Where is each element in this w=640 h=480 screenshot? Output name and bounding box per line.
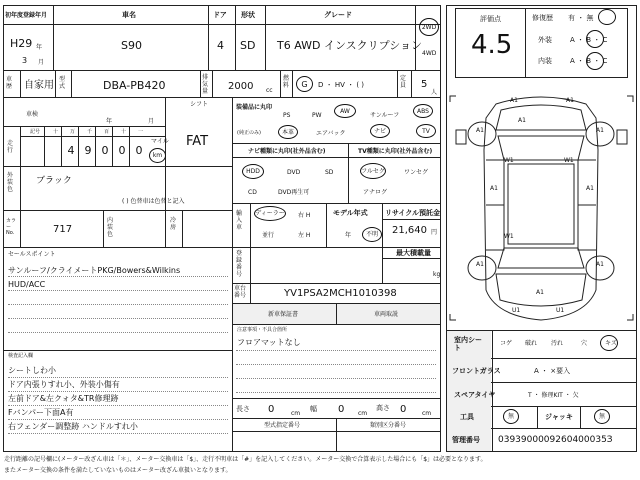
fuel-options: D ・ HV ・ ( ): [318, 81, 365, 89]
reg-era-year: H29: [10, 37, 33, 50]
navi-sd: SD: [325, 169, 334, 176]
spare-label: スペアタイヤ: [454, 391, 496, 399]
front-glass-label: フロントガラス: [452, 367, 501, 375]
use-value: 自家用: [24, 80, 54, 91]
recycle-yen: 円: [431, 229, 438, 236]
seat-item: 破れ: [525, 340, 538, 347]
equipment-item-circled: 本革: [278, 125, 298, 139]
recycle-value: 21,640: [392, 225, 427, 236]
equipment-item-circled: ABS: [413, 104, 433, 118]
exterior-scale: A ・ B ・ C: [570, 36, 608, 44]
shape-label: 形状: [241, 11, 255, 19]
load-unit: kg: [433, 271, 441, 278]
equipment-sub: (純正のみ): [237, 130, 261, 136]
vehicle-manual: 車両取説: [374, 311, 399, 318]
jack-label: ジャッキ: [545, 413, 573, 421]
length-unit: cm: [291, 410, 301, 417]
import-dealer-circled: ディーラー: [254, 206, 286, 221]
equipment-item: PW: [312, 112, 322, 119]
car-name-label: 車名: [122, 11, 136, 19]
mark-a1-fender-left: A1: [476, 127, 484, 134]
car-name: S90: [121, 39, 142, 52]
shape: SD: [240, 39, 256, 52]
tv-oneseg: ワンセグ: [404, 169, 429, 176]
inspector-line: ドア内張りすれ小、外装小傷有: [8, 380, 120, 389]
exterior-b-circle: [586, 30, 604, 48]
mark-w1-right: W1: [564, 157, 574, 164]
door-label: ドア: [213, 11, 227, 19]
spare-value: T ・ 修理KIT ・ 欠: [528, 392, 579, 399]
width-value: 0: [338, 404, 345, 415]
recycle-label: リサイクル預託金: [385, 209, 441, 217]
damage-diagram: [446, 90, 637, 326]
exterior-label: 外装: [538, 36, 552, 44]
seat-item: 穴: [581, 340, 588, 347]
front-glass-value: A ・ ×要入: [534, 367, 571, 375]
new-car-warranty: 新車保証書: [268, 311, 299, 318]
equipment-item: サンルーフ: [370, 112, 400, 119]
sales-point-line-2: HUD/ACC: [8, 280, 46, 289]
color-no-value: 717: [53, 224, 73, 235]
mark-u1-rear-left: U1: [512, 307, 521, 314]
mark-a1-hood: A1: [518, 117, 526, 124]
height-label: 高さ: [376, 404, 390, 412]
equipment-item-circled: ナビ: [370, 124, 390, 138]
inspector-line-rule: [8, 405, 228, 406]
score-value: 4.5: [471, 30, 513, 60]
mileage-col-divider: [95, 126, 96, 166]
model-year-label: モデル年式: [333, 209, 368, 217]
seat-item: 汚れ: [551, 340, 564, 347]
seat-none-circle: [600, 335, 618, 351]
cc-unit: cc: [266, 87, 273, 94]
repair-label: 修復歴: [532, 14, 553, 22]
interior-b-circle: [586, 52, 604, 70]
mileage-col-divider: [112, 126, 113, 166]
mileage-col-header: 千: [86, 129, 92, 135]
reg-year-label: 初年度登録年月: [5, 12, 48, 19]
interior-seat-label: 室内シート: [454, 336, 482, 352]
navi-dvd: DVD: [287, 169, 301, 176]
navi-title: ナビ種類に丸印(社外品含む): [248, 148, 326, 155]
seat-item: キズ: [605, 340, 617, 347]
color-value: ブラック: [36, 176, 72, 186]
inspector-line: 左前ドア&左クォタ&TR修理跡: [8, 394, 119, 403]
inspection-label: 車検: [26, 111, 39, 118]
equipment-item-circled: AW: [334, 104, 356, 118]
grade-label: グレード: [324, 11, 352, 19]
reg-month-unit: 月: [38, 59, 45, 66]
seat-item: コゲ: [500, 340, 513, 347]
repair-options: 有 ・ 無: [568, 14, 594, 22]
model-year-year: 年: [345, 232, 352, 239]
vin-label: 車台番号: [234, 285, 247, 299]
repaint-note: ( ) 色替車は色替と記入: [122, 198, 185, 205]
inspection-year: 年: [106, 118, 113, 125]
mileage-col-divider: [129, 126, 130, 166]
mileage-col-header: 記号: [29, 129, 40, 135]
shift-value: FAT: [186, 134, 209, 149]
width-unit: cm: [358, 410, 368, 417]
tv-fullseg-circled: フルセグ: [360, 163, 386, 179]
mileage-col-header: 十: [52, 129, 58, 135]
inspector-title: 検査記入欄: [8, 353, 34, 359]
footer-line-1: 走行距離の記号欄に(メーター改ざん車は「＊」、メーター交換車は「$」、走行不明車は「#」を記入してください。メーター交換で合算表示した場合にも「$」は必要となります。: [4, 456, 487, 463]
tools-none-circled: 無: [503, 409, 519, 424]
tv-title: TV種類に丸印(社外品含む): [358, 148, 433, 155]
mileage-digit: 0: [101, 144, 109, 157]
mark-a1-quarter-right: A1: [596, 261, 604, 268]
color-no-label: カラーNo.: [6, 218, 17, 236]
navi-cd: CD: [248, 189, 257, 196]
fuel-label: 燃料: [283, 75, 290, 89]
inspector-line-rule: [8, 433, 228, 434]
reg-month: 3: [22, 56, 28, 65]
length-label: 長さ: [236, 405, 250, 413]
inspector-line: シートしわ小: [8, 366, 56, 375]
inspector-line-rule: [8, 391, 228, 392]
mileage-col-header: 百: [103, 129, 109, 135]
score-label: 評価点: [480, 15, 501, 23]
jack-none-circled: 無: [594, 409, 610, 424]
interior-scale: A ・ B ・ C: [570, 57, 608, 65]
notes-title: 注意事項・不具合箇所: [237, 327, 288, 333]
color-side-label: 外装色: [7, 172, 14, 193]
notes-line-1: フロアマットなし: [237, 338, 301, 347]
mark-a1-front-right: A1: [566, 97, 574, 104]
fuel-gas-circled: G: [296, 76, 313, 92]
load-label: 最大積載量: [396, 249, 431, 257]
mileage-digit: 0: [135, 144, 143, 157]
inspector-line: 右フェンダー調整跡 ハンドルすれ小: [8, 422, 138, 431]
inspector-line-rule: [8, 419, 228, 420]
import-left: 左 H: [298, 232, 311, 239]
km-circled: km: [149, 148, 166, 163]
reg-number-label: 登録番号: [236, 250, 243, 278]
mgmt-label: 管理番号: [452, 436, 480, 444]
mileage-col-divider: [61, 126, 62, 166]
class-number-label: 類別区分番号: [370, 422, 407, 429]
height-value: 0: [400, 404, 407, 415]
model-year-unknown-circled: 不明: [362, 227, 382, 242]
mileage-side-label: 走行: [7, 140, 14, 154]
mileage-col-header: 十: [120, 129, 126, 135]
mark-a1-front-left: A1: [510, 97, 518, 104]
use-label: 車歴: [6, 76, 13, 90]
mark-a1-fender-right: A1: [596, 127, 604, 134]
height-unit: cm: [422, 410, 432, 417]
model-value: DBA-PB420: [103, 79, 166, 92]
inspection-month: 月: [148, 118, 155, 125]
equipment-item: エアバック: [316, 130, 346, 137]
doors: 4: [217, 39, 224, 52]
recycle-ac-label: 冷房: [170, 217, 177, 231]
interior-label: 内装: [538, 57, 552, 65]
drive-2wd-circled: 2WD: [419, 18, 439, 36]
mileage-col-divider: [44, 126, 45, 166]
import-parallel: 並行: [262, 232, 275, 239]
import-right: 右 H: [298, 212, 311, 219]
capacity-value: 5: [421, 79, 428, 90]
inspector-line: Fバンパー下面A有: [8, 408, 74, 417]
mark-w1-left: W1: [504, 157, 514, 164]
grade-value: T6 AWD インスクリプション: [277, 39, 422, 52]
width-label: 幅: [310, 405, 317, 413]
length-value: 0: [268, 404, 275, 415]
mileage-col-header: 万: [69, 129, 75, 135]
interior-color-label: 内装色: [107, 217, 114, 238]
type-number-label: 型式指定番号: [264, 422, 301, 429]
mileage-digit: 0: [118, 144, 126, 157]
displacement-value: 2000: [228, 81, 254, 92]
mileage-col-divider: [78, 126, 79, 166]
repair-none-circle: [598, 9, 616, 25]
mark-w1-rear: W1: [504, 233, 514, 240]
sales-points-title: セールスポイント: [8, 251, 56, 258]
drive-4wd: 4WD: [422, 50, 437, 57]
inspector-line-rule: [8, 377, 228, 378]
displacement-label: 排気量: [202, 74, 209, 95]
sales-point-line-1: サンルーフ/クライメートPKG/Bowers&Wilkins: [8, 266, 181, 275]
model-label: 型式: [59, 76, 66, 90]
equipment-item: PS: [283, 112, 291, 119]
equipment-item-circled: TV: [416, 124, 436, 138]
tools-label: 工具: [460, 413, 474, 421]
mark-u1-rear-right: U1: [556, 307, 565, 314]
mark-a1-quarter-left: A1: [476, 261, 484, 268]
mgmt-value: 0393900009260400035З: [498, 435, 613, 445]
capacity-label: 定員: [400, 75, 407, 89]
shift-label: シフト: [190, 101, 209, 108]
reg-year-unit: 年: [36, 44, 43, 51]
mileage-col-header: 一: [137, 129, 143, 135]
import-label: 輸入車: [236, 210, 243, 231]
mark-a1-trunk: A1: [536, 289, 544, 296]
capacity-unit: 人: [431, 89, 438, 96]
mile-label: マイル: [151, 138, 169, 145]
mileage-digit: 4: [67, 144, 75, 157]
tv-analog: アナログ: [363, 189, 388, 196]
mark-a1-door-fr: A1: [586, 185, 594, 192]
mileage-digit: 9: [84, 144, 92, 157]
navi-dvd-play: DVD再生可: [278, 189, 310, 196]
vin-value: YV1PSA2MCH1010398: [284, 288, 397, 299]
mark-a1-door-fl: A1: [490, 185, 498, 192]
navi-hdd-circled: HDD: [242, 164, 264, 179]
equipment-title: 装備品に丸印: [236, 104, 273, 111]
footer-line-2: またメーター交換の条件を満たしていないものはメーター改ざん車扱いとなります。: [4, 467, 232, 474]
